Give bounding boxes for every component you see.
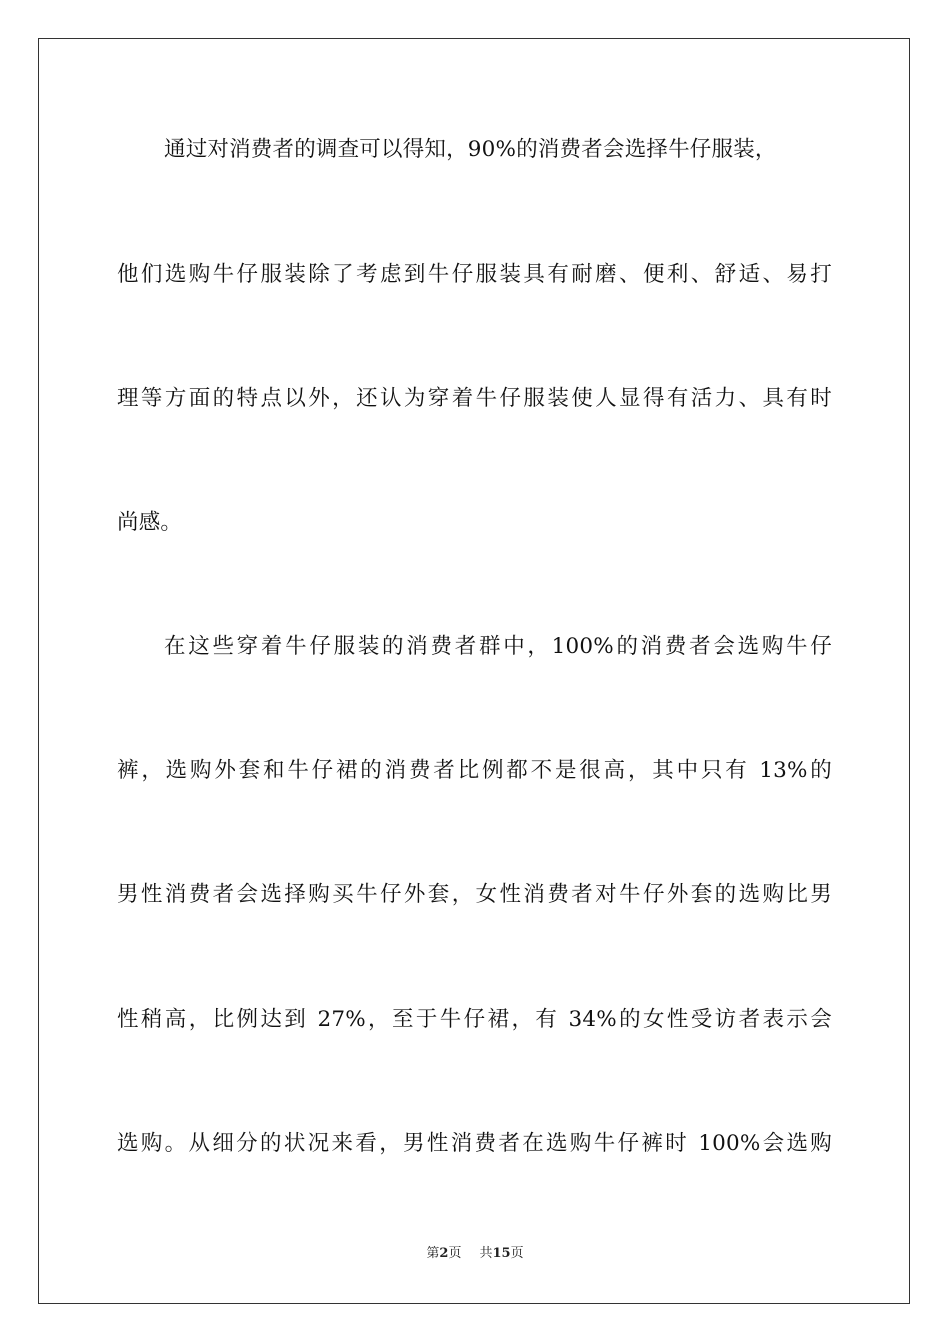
- footer-page-prefix: 第: [426, 1246, 440, 1261]
- footer-total-suffix: 页: [510, 1246, 524, 1261]
- paragraph-1-line-2: 他们选购牛仔服装除了考虑到牛仔服装具有耐磨、便利、舒适、易打: [117, 262, 832, 287]
- paragraph-2-line-3: 男性消费者会选择购买牛仔外套，女性消费者对牛仔外套的选购比男: [117, 882, 832, 907]
- footer-page-suffix: 页: [448, 1246, 462, 1261]
- footer-page-number: 2: [439, 1246, 449, 1261]
- page-footer: [0, 1246, 950, 1262]
- paragraph-2-line-2: 裤，选购外套和牛仔裙的消费者比例都不是很高，其中只有 13%的: [117, 758, 832, 783]
- footer-total-pages: 15: [492, 1246, 511, 1261]
- paragraph-2-line-4: 性稍高，比例达到 27%，至于牛仔裙，有 34%的女性受访者表示会: [117, 1007, 832, 1032]
- paragraph-2-line-5: 选购。从细分的状况来看，男性消费者在选购牛仔裤时 100%会选购: [117, 1131, 832, 1156]
- paragraph-2-line-1: 在这些穿着牛仔服装的消费者群中，100%的消费者会选购牛仔: [164, 634, 832, 659]
- footer-total-prefix: 共: [479, 1246, 493, 1261]
- page-border: [38, 38, 910, 1304]
- paragraph-1-line-1: 通过对消费者的调查可以得知，90%的消费者会选择牛仔服装，: [164, 137, 777, 162]
- paragraph-1-line-3: 理等方面的特点以外，还认为穿着牛仔服装使人显得有活力、具有时: [117, 386, 832, 411]
- paragraph-1-line-4: 尚感。: [117, 510, 183, 535]
